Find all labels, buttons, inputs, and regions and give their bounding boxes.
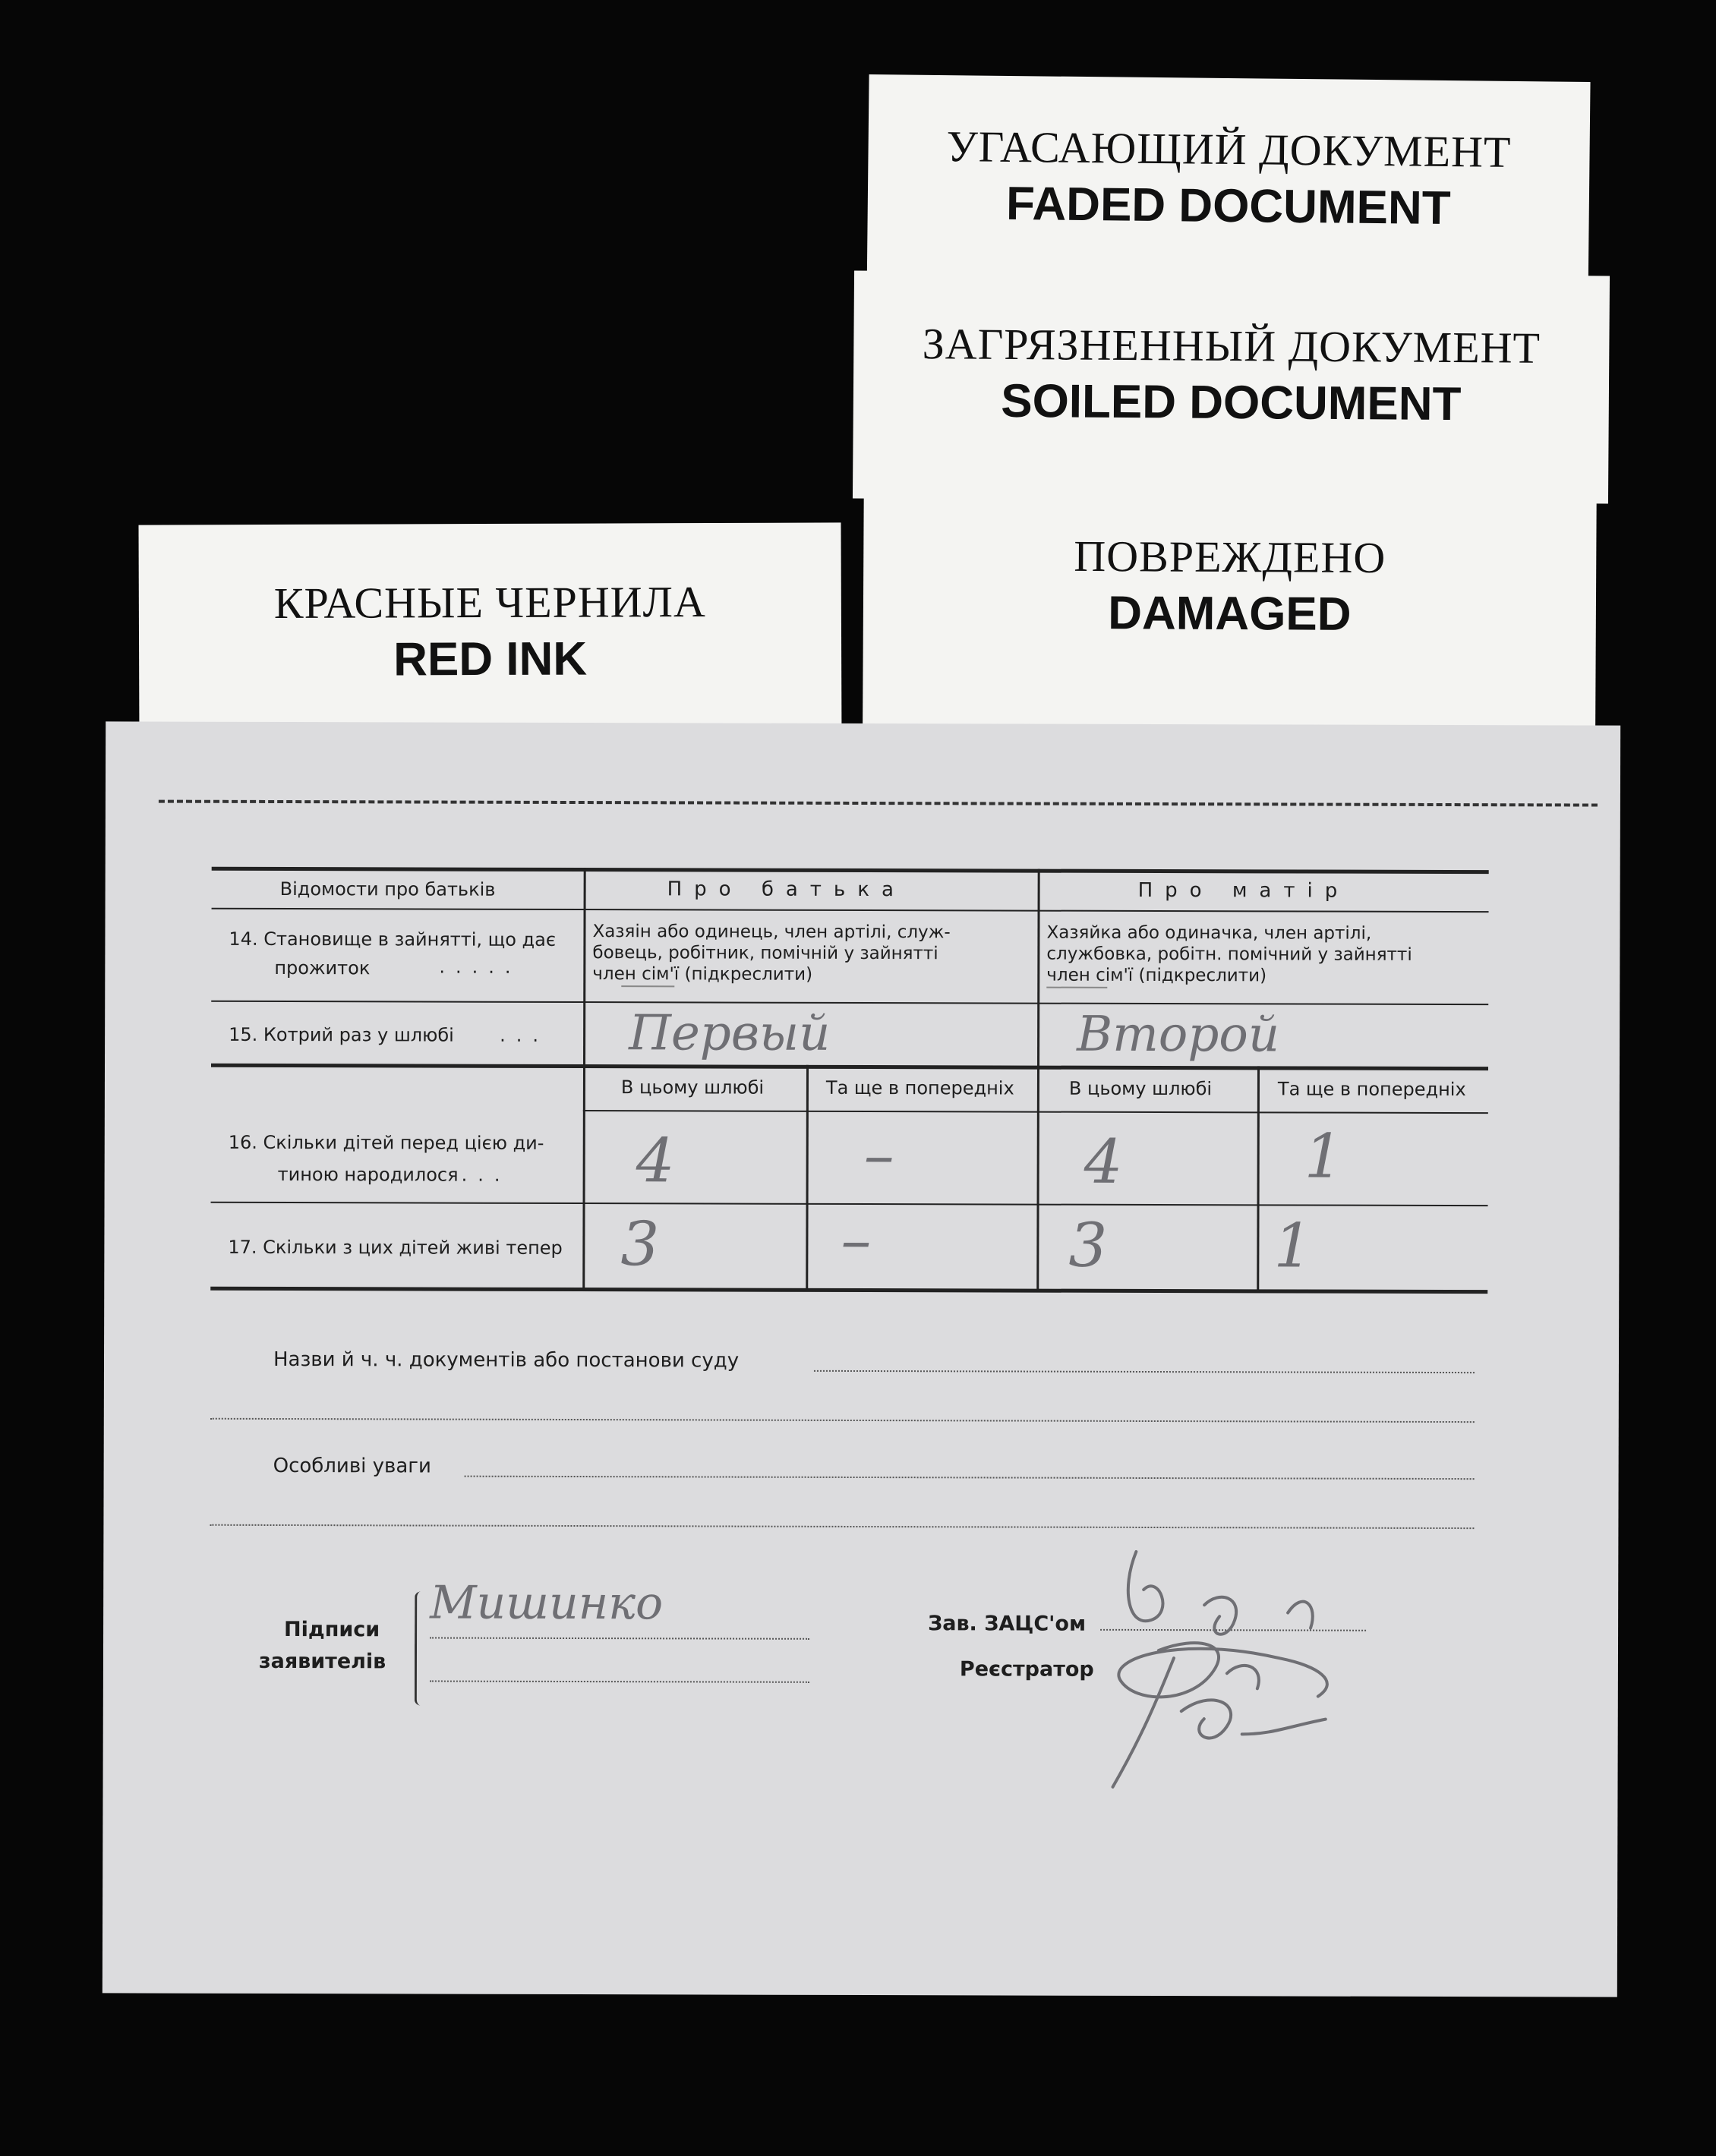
red-ink-tag (138, 522, 841, 745)
soiled-tag-en: SOILED DOCUMENT (1000, 374, 1462, 431)
perforation-line (159, 800, 1598, 807)
damaged-tag-en: DAMAGED (1108, 587, 1352, 641)
faded-tag-en: FADED DOCUMENT (1005, 177, 1451, 235)
red-ink-tag-ru: КРАСНЫЕ ЧЕРНИЛА (273, 577, 706, 628)
father-header: Про батька (667, 878, 906, 902)
registration-form-sheet (103, 721, 1620, 1997)
signatures-label-1: Підписи (284, 1618, 380, 1642)
row14-mother-line3: член сім'ї (підкреслити) (1046, 965, 1267, 986)
row16-father-this: 4 (636, 1125, 675, 1196)
signature-line-2 (430, 1681, 809, 1683)
father-this-marriage-header: В цьому шлюбі (620, 1076, 765, 1098)
row14-rule (211, 1001, 1488, 1005)
row14-father-line2: бовець, робітник, помічній у зайнятті (592, 943, 938, 964)
col-divider-father-sub (806, 1065, 809, 1290)
row16-mother-this: 4 (1084, 1126, 1123, 1197)
row17-mother-this: 3 (1068, 1209, 1108, 1281)
documents-dotted-line (814, 1370, 1475, 1373)
row14-mother-line2: службовка, робітн. помічний у зайнятті (1046, 944, 1412, 965)
mother-underline-mark (1046, 987, 1107, 988)
row15-mother-handwritten: Второй (1077, 1006, 1280, 1064)
row14-father-line3: член сім'ї (підкреслити) (592, 964, 813, 985)
soiled-tag-ru: ЗАГРЯЗНЕННЫЙ ДОКУМЕНТ (922, 319, 1541, 373)
row14-leader-dots: ..... (439, 956, 522, 978)
applicant-signature: Мишинко (430, 1576, 664, 1631)
red-ink-tag-en: RED INK (393, 632, 588, 686)
table-bottom-rule (210, 1287, 1487, 1294)
notes-label: Особливі уваги (273, 1454, 431, 1478)
damaged-tag-ru: ПОВРЕЖДЕНО (1074, 531, 1386, 583)
faded-tag-ru: УГАСАЮЩИЙ ДОКУМЕНТ (946, 121, 1512, 177)
subheader-rule (583, 1110, 1488, 1114)
col-divider-2 (1036, 869, 1039, 1291)
row17-mother-prev: 1 (1273, 1210, 1313, 1281)
row16-label-1: 16. Скільки дітей перед цією ди- (228, 1131, 544, 1154)
table-top-rule (212, 867, 1489, 874)
father-previous-header: Та ще в попередніх (825, 1076, 1014, 1099)
row17-father-this: 3 (620, 1209, 660, 1280)
documents-label: Назви й ч. ч. документів або постанови суду (273, 1348, 740, 1373)
row17-label: 17. Скільки з цих дітей живі тепер (228, 1236, 563, 1259)
row15-leader-dots: ... (500, 1024, 550, 1046)
row16-label-2: тиною народилося (277, 1163, 459, 1186)
registrar-label: Реєстратор (959, 1657, 1094, 1682)
row16-leader-dots: ... (461, 1164, 511, 1186)
col-divider-1 (582, 868, 585, 1289)
row16-mother-prev: 1 (1304, 1121, 1343, 1192)
mother-header: Про матір (1137, 878, 1350, 903)
row14-mother-line1: Хазяйка або одиначка, член артілі, (1046, 922, 1372, 944)
col-header-label: Відомости про батьків (279, 878, 496, 900)
signatures-brace (415, 1591, 427, 1705)
row14-father-line1: Хазяін або одинець, член артілі, служ- (592, 922, 951, 943)
mother-previous-header: Та ще в попередніх (1277, 1078, 1466, 1101)
row14-label-2: прожиток (274, 957, 371, 979)
row15-father-handwritten: Первый (629, 1005, 831, 1062)
signatures-label-2: заявителів (258, 1649, 386, 1674)
notes-dotted-line-2 (210, 1524, 1474, 1529)
table-header-rule (212, 908, 1489, 913)
signature-line-1 (430, 1637, 809, 1640)
head-of-registry-label: Зав. ЗАЦС'ом (928, 1612, 1087, 1636)
official-signature-scribble (1090, 1544, 1516, 1803)
documents-dotted-line-2 (210, 1418, 1475, 1423)
col-divider-mother-sub (1257, 1066, 1260, 1291)
row17-father-prev: – (841, 1204, 872, 1276)
row15-label: 15. Котрий раз у шлюбі (229, 1023, 454, 1046)
damaged-tag (863, 459, 1597, 736)
father-underline-mark (621, 985, 674, 987)
row15-rule (211, 1064, 1488, 1070)
notes-dotted-line (465, 1476, 1475, 1480)
row14-label-1: 14. Становище в зайнятті, що дає (229, 928, 557, 950)
row16-father-prev: – (863, 1120, 894, 1191)
mother-this-marriage-header: В цьому шлюбі (1068, 1077, 1213, 1100)
